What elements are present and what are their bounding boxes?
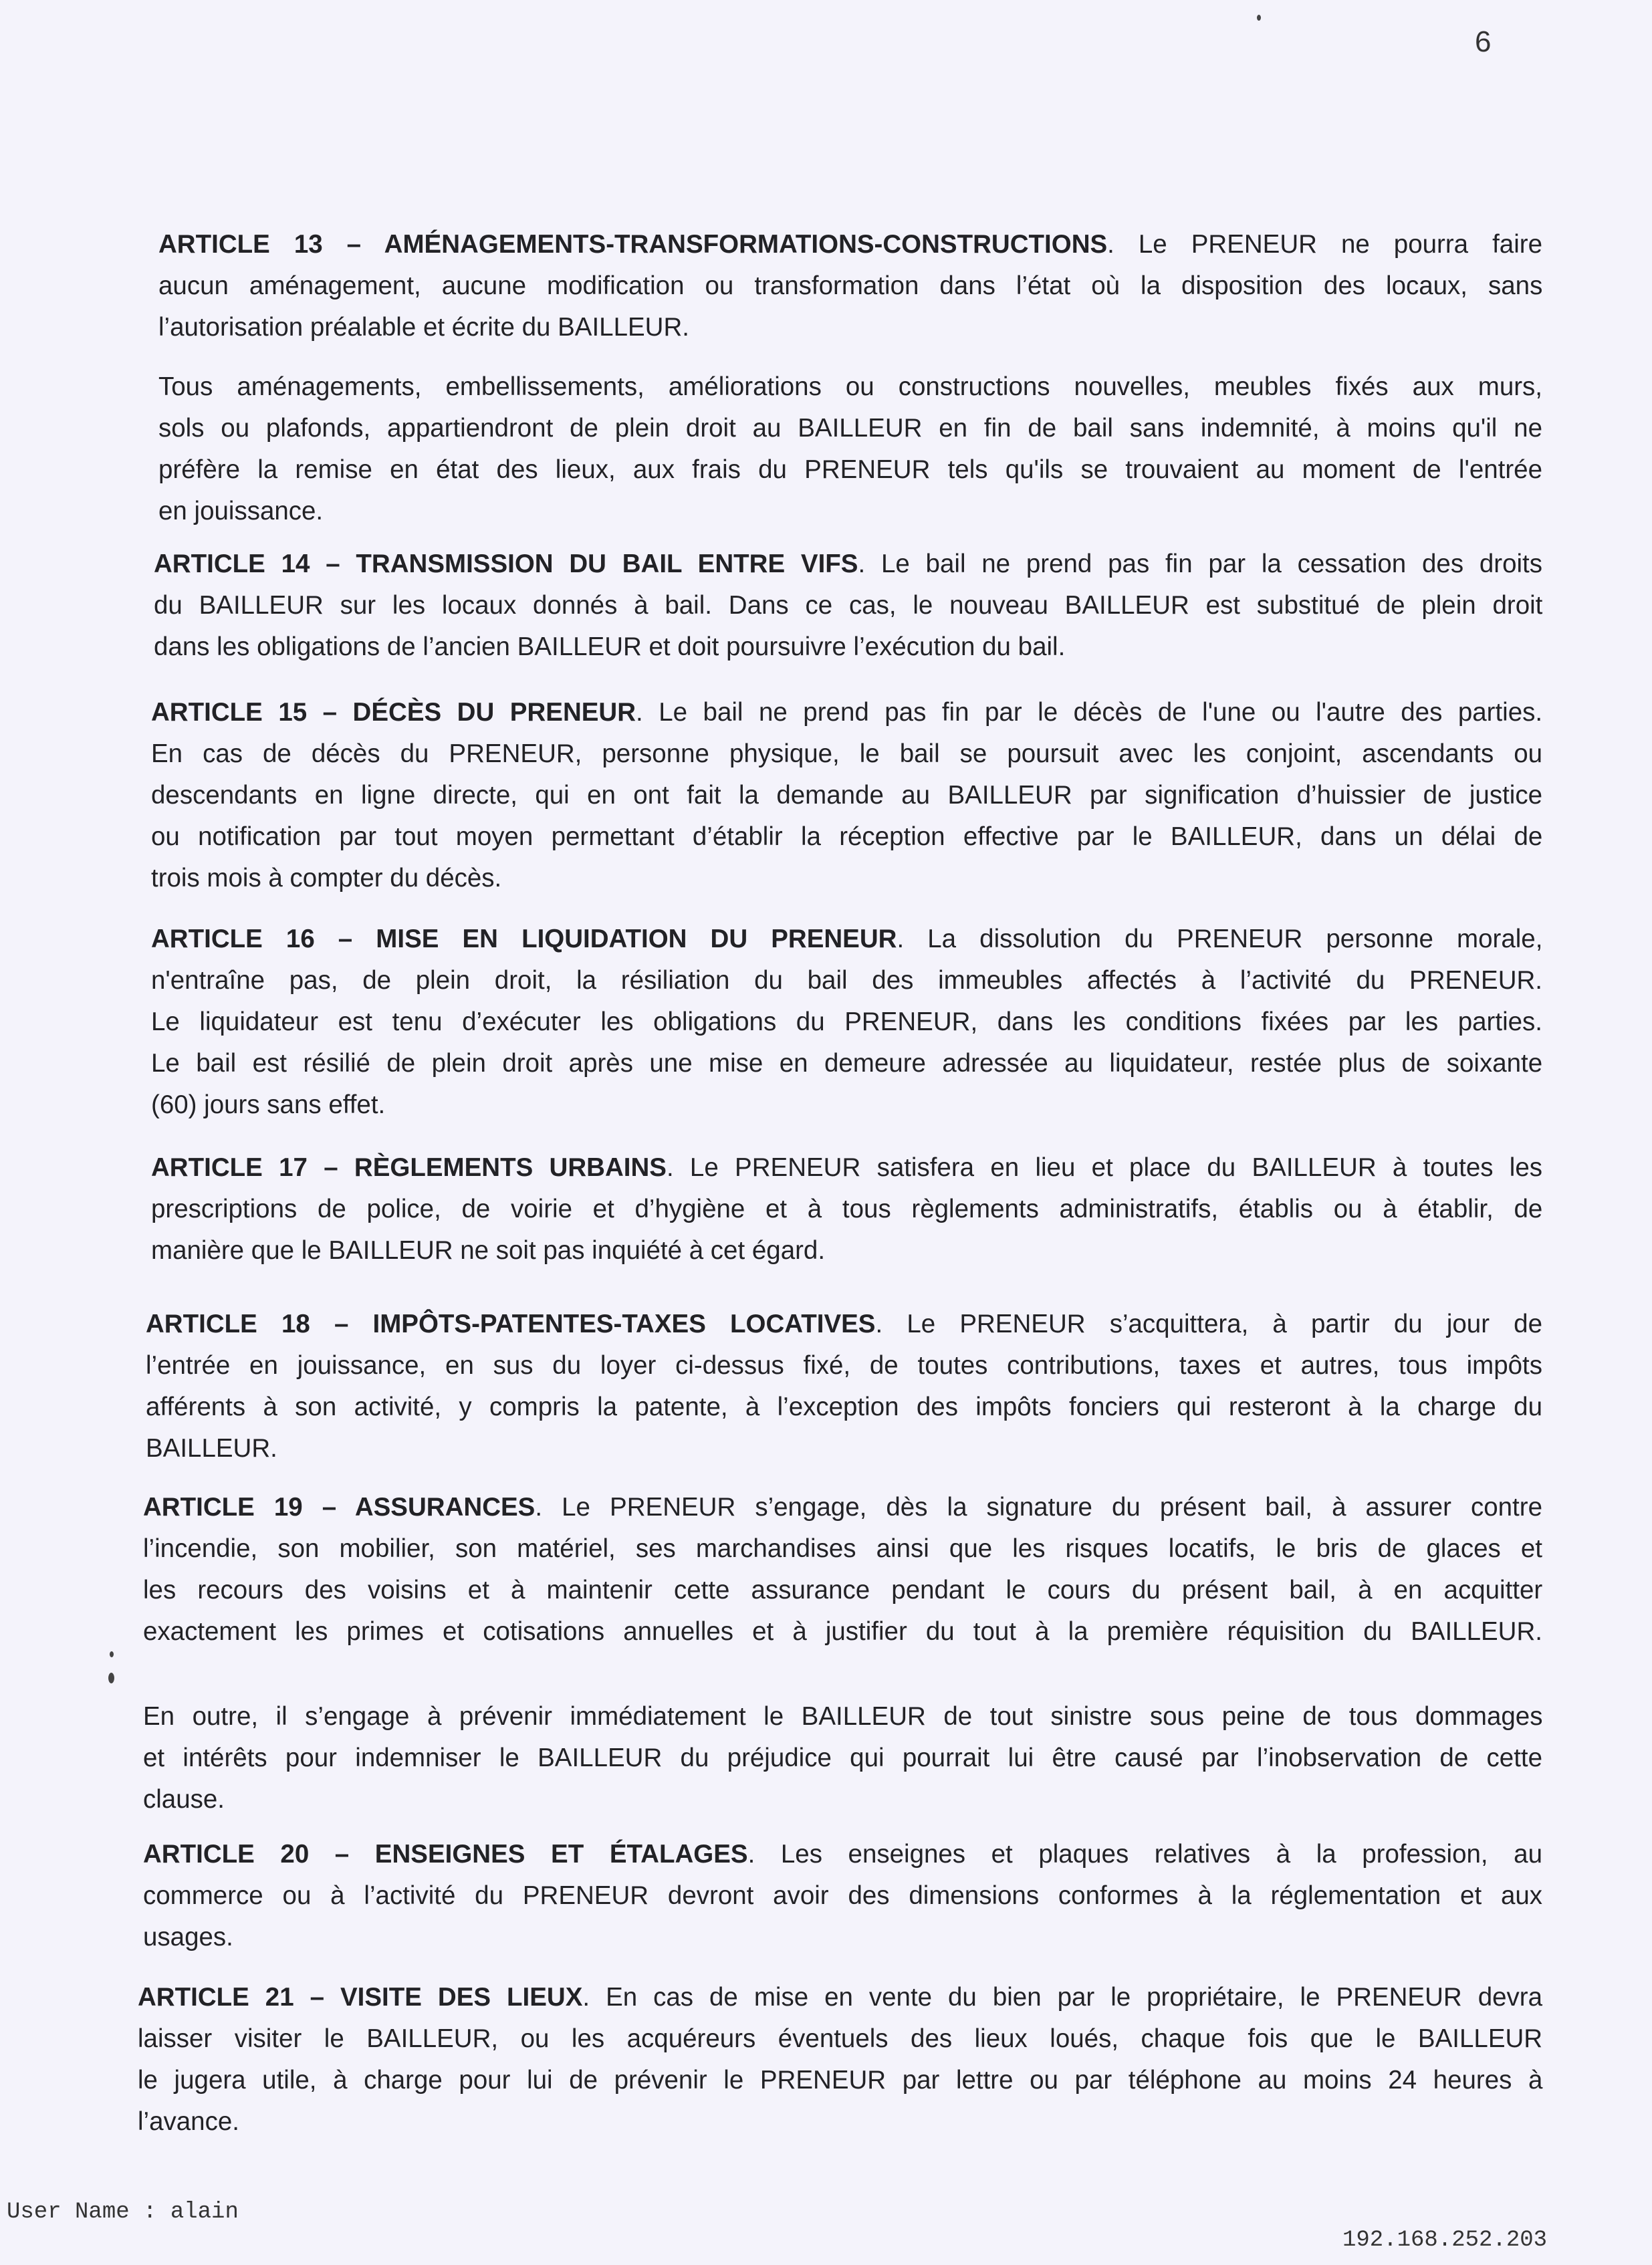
article-line: et intérêts pour indemniser le BAILLEUR du préjudice qui pourrait lui être causé par l’inobservation de cette bbox=[143, 1744, 1542, 1772]
article-line: Le liquidateur est tenu d’exécuter les obligations du PRENEUR, dans les conditions fixées par les parties. bbox=[151, 1007, 1542, 1036]
article-line: les recours des voisins et à maintenir cette assurance pendant le cours du présent bail, à en acquitter bbox=[143, 1576, 1543, 1604]
article-line: l’entrée en jouissance, en sus du loyer ci-dessus fixé, de toutes contributions, taxes et autres, tous impôts bbox=[146, 1351, 1542, 1380]
article-line: l’autorisation préalable et écrite du BAILLEUR. bbox=[158, 313, 689, 342]
article-line: l’avance. bbox=[138, 2107, 239, 2136]
article-14 bbox=[154, 544, 1542, 668]
article-15 bbox=[151, 692, 1542, 899]
article-13 bbox=[158, 224, 1542, 348]
article-line: laisser visiter le BAILLEUR, ou les acquéreurs éventuels des lieux loués, chaque fois que le BAILLEUR bbox=[138, 2024, 1543, 2053]
article-line: Tous aménagements, embellissements, améliorations ou constructions nouvelles, meubles fixés aux murs, bbox=[158, 372, 1542, 401]
scan-speck bbox=[108, 1673, 114, 1683]
article-line: commerce ou à l’activité du PRENEUR devront avoir des dimensions conformes à la réglementation et aux bbox=[143, 1881, 1543, 1910]
article-line: prescriptions de police, de voirie et d’hygiène et à tous règlements administratifs, établis ou à établir, de bbox=[151, 1195, 1543, 1223]
article-heading: ARTICLE 14 – TRANSMISSION DU BAIL ENTRE VIFS bbox=[154, 550, 858, 578]
article-line: ARTICLE 17 – RÈGLEMENTS URBAINS. Le PRENEUR satisfera en lieu et place du BAILLEUR à toutes les bbox=[151, 1153, 1542, 1182]
article-line: l’incendie, son mobilier, son matériel, ses marchandises ainsi que les risques locatifs, le bris de glaces et bbox=[143, 1534, 1542, 1563]
article-heading: ARTICLE 20 – ENSEIGNES ET ÉTALAGES bbox=[143, 1840, 748, 1869]
article-heading: ARTICLE 16 – MISE EN LIQUIDATION DU PRENEUR bbox=[151, 925, 897, 953]
article-line: BAILLEUR. bbox=[146, 1434, 277, 1463]
article-line: ARTICLE 21 – VISITE DES LIEUX. En cas de mise en vente du bien par le propriétaire, le PRENEUR devra bbox=[138, 1983, 1542, 2012]
article-line: ARTICLE 19 – ASSURANCES. Le PRENEUR s’engage, dès la signature du présent bail, à assurer contre bbox=[143, 1493, 1542, 1522]
article-line: ou notification par tout moyen permettant d’établir la réception effective par le BAILLEUR, dans un délai de bbox=[151, 822, 1543, 851]
article-21 bbox=[138, 1977, 1542, 2143]
article-heading: ARTICLE 19 – ASSURANCES bbox=[143, 1493, 536, 1522]
article-line: trois mois à compter du décès. bbox=[151, 864, 502, 892]
page-number: 6 bbox=[1475, 25, 1492, 58]
article-line: ARTICLE 14 – TRANSMISSION DU BAIL ENTRE VIFS. Le bail ne prend pas fin par la cessation des droits bbox=[154, 550, 1542, 578]
article-line: descendants en ligne directe, qui en ont fait la demande au BAILLEUR par signification d’huissier de justice bbox=[151, 781, 1542, 810]
article-line: En cas de décès du PRENEUR, personne physique, le bail se poursuit avec les conjoint, ascendants ou bbox=[151, 739, 1543, 768]
article-18 bbox=[146, 1304, 1542, 1469]
article-line: ARTICLE 13 – AMÉNAGEMENTS-TRANSFORMATIONS-CONSTRUCTIONS. Le PRENEUR ne pourra faire bbox=[158, 230, 1542, 259]
article-20 bbox=[143, 1834, 1542, 1958]
article-heading: ARTICLE 15 – DÉCÈS DU PRENEUR bbox=[151, 698, 636, 727]
article-17 bbox=[151, 1147, 1542, 1272]
article-line: ARTICLE 20 – ENSEIGNES ET ÉTALAGES. Les enseignes et plaques relatives à la profession, au bbox=[143, 1840, 1543, 1869]
scan-speck bbox=[1257, 15, 1261, 21]
article-line: n'entraîne pas, de plein droit, la résiliation du bail des immeubles affectés à l’activité du PRENEUR. bbox=[151, 966, 1542, 995]
article-line: En outre, il s’engage à prévenir immédiatement le BAILLEUR de tout sinistre sous peine de tous dommages bbox=[143, 1702, 1543, 1731]
article-line: Le bail est résilié de plein droit après une mise en demeure adressée au liquidateur, restée plus de soixante bbox=[151, 1049, 1543, 1078]
article-line: ARTICLE 16 – MISE EN LIQUIDATION DU PRENEUR. La dissolution du PRENEUR personne morale, bbox=[151, 925, 1543, 953]
footer-ip-address: 192.168.252.203 bbox=[1342, 2228, 1548, 2253]
article-line: clause. bbox=[143, 1785, 225, 1814]
article-heading: ARTICLE 13 – AMÉNAGEMENTS-TRANSFORMATIONS-CONSTRUCTIONS bbox=[158, 230, 1108, 259]
article-line: afférents à son activité, y compris la patente, à l’exception des impôts fonciers qui resteront à la charge du bbox=[146, 1393, 1542, 1421]
article-line: (60) jours sans effet. bbox=[151, 1090, 386, 1119]
article-heading: ARTICLE 21 – VISITE DES LIEUX bbox=[138, 1983, 583, 2012]
article-line: en jouissance. bbox=[158, 497, 324, 525]
article-13-continued bbox=[158, 366, 1542, 532]
article-heading: ARTICLE 18 – IMPÔTS-PATENTES-TAXES LOCATIVES bbox=[146, 1310, 876, 1338]
article-line: manière que le BAILLEUR ne soit pas inquiété à cet égard. bbox=[151, 1236, 826, 1265]
article-line: dans les obligations de l’ancien BAILLEUR et doit poursuivre l’exécution du bail. bbox=[154, 632, 1066, 661]
article-line: exactement les primes et cotisations annuelles et à justifier du tout à la première réquisition du BAILLEUR. bbox=[143, 1617, 1542, 1646]
article-line: ARTICLE 15 – DÉCÈS DU PRENEUR. Le bail ne prend pas fin par le décès de l'une ou l'autre des parties. bbox=[151, 698, 1543, 727]
footer-user-name: User Name : alain bbox=[7, 2199, 239, 2225]
article-line: usages. bbox=[143, 1923, 233, 1951]
article-heading: ARTICLE 17 – RÈGLEMENTS URBAINS bbox=[151, 1153, 667, 1182]
article-line: aucun aménagement, aucune modification ou transformation dans l’état où la disposition des locaux, sans bbox=[158, 271, 1543, 300]
scan-speck bbox=[110, 1651, 114, 1657]
article-line: ARTICLE 18 – IMPÔTS-PATENTES-TAXES LOCATIVES. Le PRENEUR s’acquittera, à partir du jour de bbox=[146, 1310, 1542, 1338]
article-19-continued bbox=[143, 1696, 1542, 1820]
article-19 bbox=[143, 1487, 1542, 1653]
article-line: sols ou plafonds, appartiendront de plein droit au BAILLEUR en fin de bail sans indemnité, à moins qu'il ne bbox=[158, 414, 1542, 443]
article-line: préfère la remise en état des lieux, aux frais du PRENEUR tels qu'ils se trouvaient au moment de l'entrée bbox=[158, 455, 1542, 484]
article-line: le jugera utile, à charge pour lui de prévenir le PRENEUR par lettre ou par téléphone au moins 24 heures à bbox=[138, 2066, 1543, 2095]
article-16 bbox=[151, 919, 1542, 1126]
article-line: du BAILLEUR sur les locaux donnés à bail. Dans ce cas, le nouveau BAILLEUR est substitué de plein droit bbox=[154, 591, 1543, 620]
